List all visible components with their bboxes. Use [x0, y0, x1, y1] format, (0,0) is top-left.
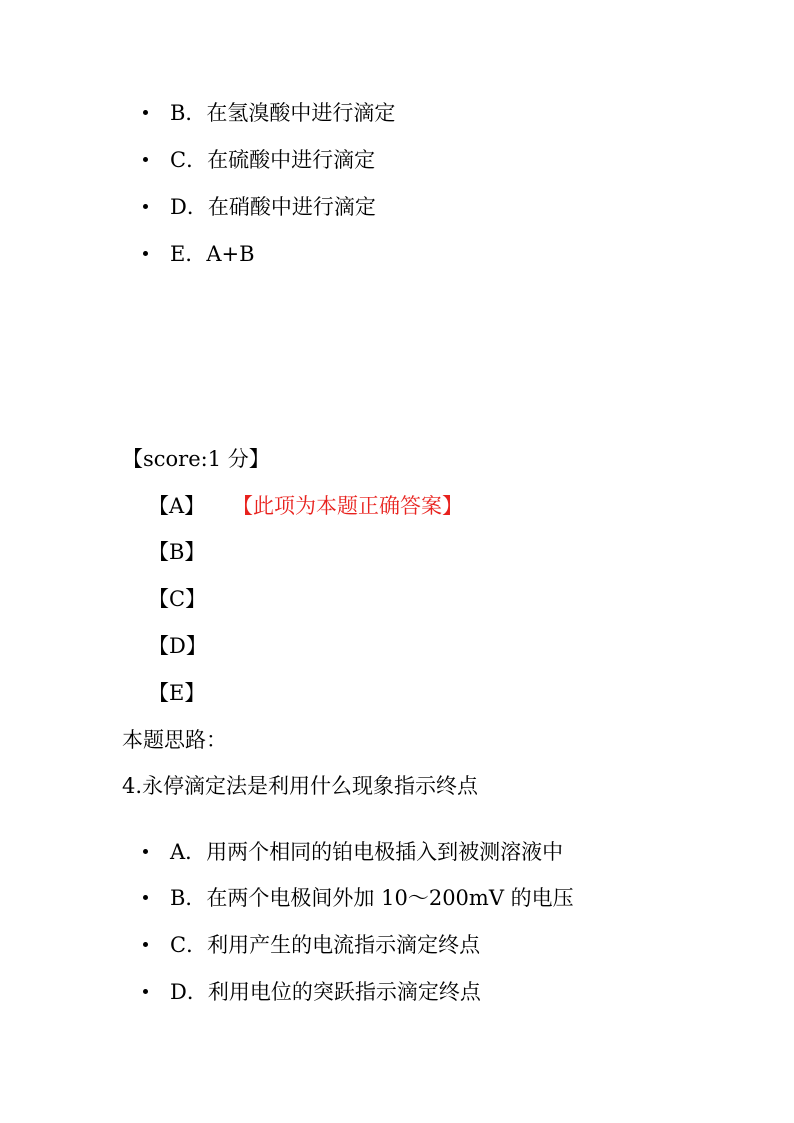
correct-answer-note: 【此项为本题正确答案】 [232, 494, 463, 518]
bullet-icon [143, 849, 148, 854]
bullet-icon [143, 110, 148, 115]
option-item[interactable] [143, 146, 375, 174]
answer-option-c[interactable]: 【C】 [148, 587, 207, 611]
answer-option-e[interactable]: 【E】 [148, 681, 206, 705]
option-text: D．在硝酸中进行滴定 [170, 195, 376, 219]
bullet-icon [143, 942, 148, 947]
option-text: A．用两个相同的铂电极插入到被测溶液中 [170, 840, 564, 864]
explanation-label: 本题思路： [122, 728, 227, 752]
option-item[interactable] [143, 978, 481, 1006]
option-text: B．在两个电极间外加 10～200mV 的电压 [170, 886, 574, 910]
option-item[interactable] [143, 240, 255, 268]
answer-option-b[interactable]: 【B】 [148, 540, 206, 564]
option-text: C．利用产生的电流指示滴定终点 [170, 933, 481, 957]
option-item[interactable] [143, 884, 574, 912]
option-item[interactable] [143, 931, 480, 959]
option-text: C．在硫酸中进行滴定 [170, 148, 376, 172]
option-text: D．利用电位的突跃指示滴定终点 [170, 980, 481, 1004]
bullet-icon [143, 204, 148, 209]
bullet-icon [143, 251, 148, 256]
score-label: 【score:1 分】 [122, 447, 270, 471]
option-text: B．在氢溴酸中进行滴定 [170, 101, 396, 125]
option-text: E．A+B [170, 242, 255, 266]
option-item[interactable] [143, 99, 395, 127]
bullet-icon [143, 895, 148, 900]
option-item[interactable] [143, 838, 563, 866]
question-title: 4.永停滴定法是利用什么现象指示终点 [122, 774, 479, 798]
bullet-icon [143, 989, 148, 994]
answer-option-d[interactable]: 【D】 [148, 634, 207, 658]
bullet-icon [143, 157, 148, 162]
answer-option-a[interactable]: 【A】 [148, 494, 206, 518]
option-item[interactable] [143, 193, 376, 221]
